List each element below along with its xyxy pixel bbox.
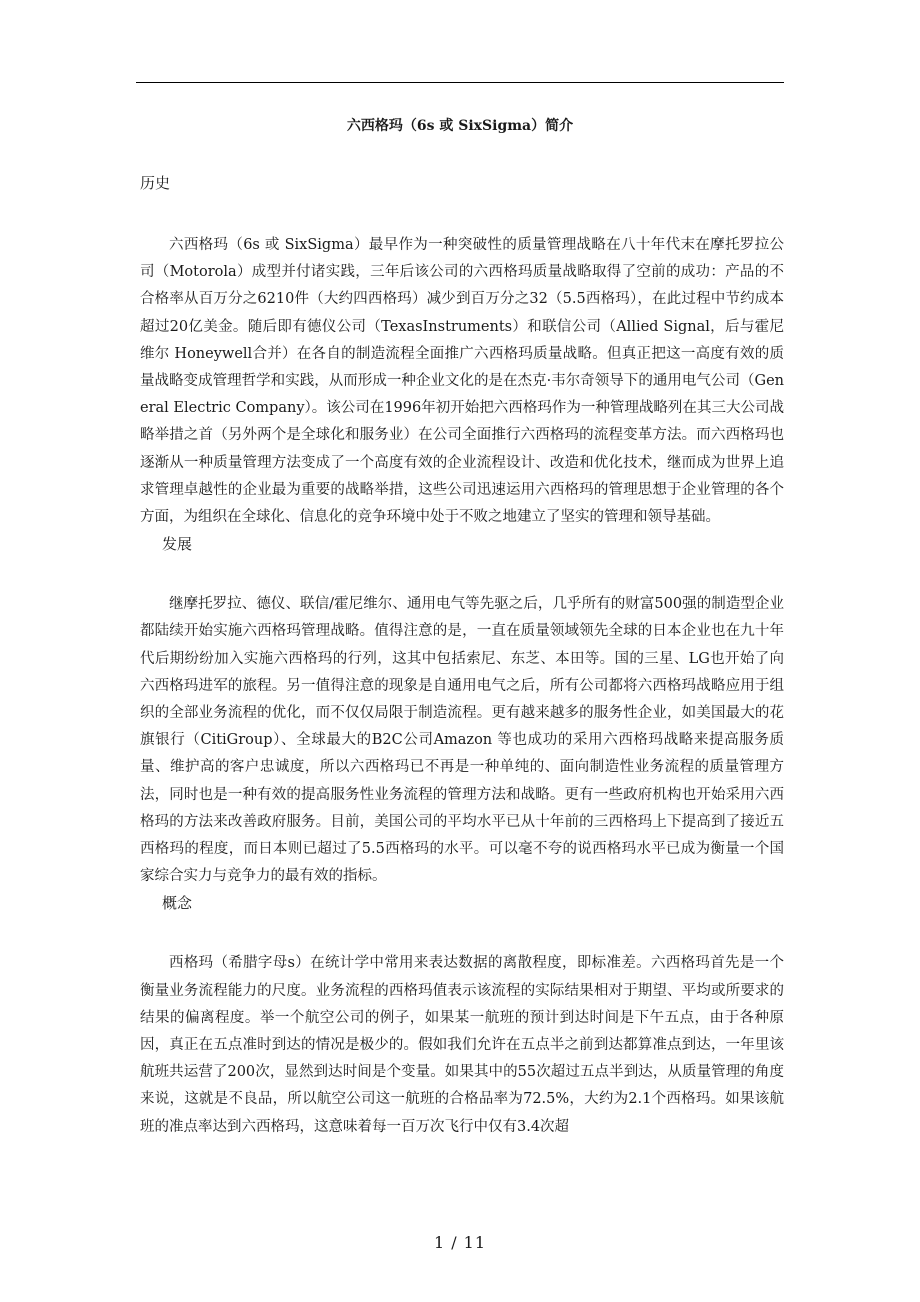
document-body — [140, 170, 784, 1141]
section-heading-concept: 概念 — [162, 894, 193, 913]
section-paragraph-development: 继摩托罗拉、德仪、联信/霍尼维尔、通用电气等先驱之后，几乎所有的财富500强的制造型企业都陆续开始实施六西格玛管理战略。值得注意的是，一直在质量领域领先全球的日本企业也在九十年代后期纷纷加入实施六西格玛的行列，这其中包括索尼、东芝、本田等。国的三星、LG也开始了向六西格玛进军的旅程。另一值得注意的现象是自通用电气之后，所有公司都将六西格玛战略应用于组织的全部业务流程的优化，而不仅仅局限于制造流程。更有越来越多的服务性企业，如美国最大的花旗银行（CitiGroup）、全球最大的B2C公司Amazon 等也成功的采用六西格玛战略来提高服务质量、维护高的客户忠诚度，所以六西格玛已不再是一种单纯的、面向制造性业务流程的质量管理方法，同时也是一种有效的提高服务性业务流程的管理方法和战略。更有一些政府机构也开始采用六西格玛的方法来改善政府服务。目前，美国公司的平均水平已从十年前的三西格玛上下提高到了接近五西格玛的程度，而日本则已超过了5.5西格玛的水平。可以毫不夸的说西格玛水平已成为衡量一个国家综合实力与竞争力的最有效的指标。 — [140, 596, 784, 885]
section-paragraph-history: 六西格玛（6s 或 SixSigma）最早作为一种突破性的质量管理战略在八十年代末在摩托罗拉公司（Motorola）成型并付诸实践，三年后该公司的六西格玛质量战略取得了空前的成功：产品的不合格率从百万分之6210件（大约四西格玛）减少到百万分之32（5.5西格玛），在此过程中节约成本超过20亿美金。随后即有德仪公司（TexasInstruments）和联信公司（Allied Signal，后与霍尼维尔 Honeywell合并）在各自的制造流程全面推广六西格玛质量战略。但真正把这一高度有效的质量战略变成管理哲学和实践，从而形成一种企业文化的是在杰克·韦尔奇领导下的通用电气公司（General Electric Company）。该公司在1996年初开始把六西格玛作为一种管理战略列在其三大公司战略举措之首（另外两个是全球化和服务业）在公司全面推行六西格玛的流程变革方法。而六西格玛也逐渐从一种质量管理方法变成了一个高度有效的企业流程设计、改造和优化技术，继而成为世界上追求管理卓越性的企业最为重要的战略举措，这些公司迅速运用六西格玛的管理思想于企业管理的各个方面，为组织在全球化、信息化的竞争环境中处于不败之地建立了坚实的管理和领导基础。 — [140, 237, 784, 526]
section-paragraph-concept: 西格玛（希腊字母s）在统计学中常用来表达数据的离散程度，即标准差。六西格玛首先是一个衡量业务流程能力的尺度。业务流程的西格玛值表示该流程的实际结果相对于期望、平均或所要求的结果的偏离程度。举一个航空公司的例子，如果某一航班的预计到达时间是下午五点，由于各种原因，真正在五点准时到达的情况是极少的。假如我们允许在五点半之前到达都算准点到达，一年里该航班共运营了200次，显然到达时间是个变量。如果其中的55次超过五点半到达，从质量管理的角度来说，这就是不良品，所以航空公司这一航班的合格品率为72.5%，大约为2.1个西格玛。如果该航班的准点率达到六西格玛，这意味着每一百万次飞行中仅有3.4次超 — [140, 955, 784, 1135]
document-title: 六西格玛（6s 或 SixSigma）简介 — [346, 118, 574, 134]
section-heading-history: 历史 — [140, 174, 171, 192]
section-heading-development: 发展 — [162, 535, 193, 554]
page-number: 1 / 11 — [433, 1233, 487, 1252]
header-rule — [136, 82, 784, 83]
